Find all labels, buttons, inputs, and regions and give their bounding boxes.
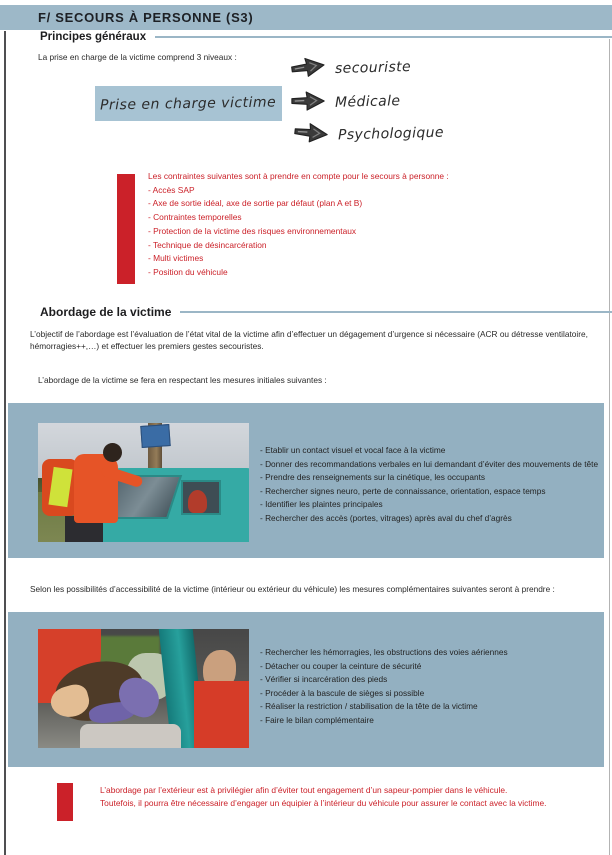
note-line: L’abordage par l’extérieur est à privilégier afin d’éviter tout engagement d’un sapeur-pompier dans le véhicule. <box>100 785 508 795</box>
red-accent-bar <box>57 783 73 821</box>
measure-item: - Rechercher des accès (portes, vitrages) après aval du chef d’agrès <box>260 512 512 523</box>
abordage-mesures-initiales-intro: L’abordage de la victime se fera en respectant les mesures initiales suivantes : <box>38 375 327 385</box>
constraint-item: - Contraintes temporelles <box>148 212 242 223</box>
right-border-line <box>609 39 610 855</box>
principes-intro-text: La prise en charge de la victime comprend 3 niveaux : <box>38 52 237 62</box>
level-secouriste <box>290 55 411 80</box>
constraints-list <box>148 170 449 280</box>
sketch-arrow-icon <box>292 119 332 148</box>
constraint-item: - Protection de la victime des risques environnementaux <box>148 225 357 236</box>
sketch-arrow-icon <box>288 52 329 82</box>
photo-abordage-exterieur <box>38 423 249 542</box>
abordage-objectif-text: L’objectif de l’abordage est l’évaluation de l’état vital de la victime afin d’effectuer un dégagement d’urgence si nécessaire (ACR ou détresse ventilatoire, hémorragies++,…) et effectuer les premiers gestes secouristes. <box>30 329 588 351</box>
measure-item: - Réaliser la restriction / stabilisation de la tête de la victime <box>260 701 478 712</box>
constraint-item: - Multi victimes <box>148 253 204 264</box>
constraints-intro: Les contraintes suivantes sont à prendre en compte pour le secours à personne : <box>148 171 449 181</box>
photo-victim <box>188 490 207 514</box>
complementary-measures-panel <box>8 612 604 767</box>
level-psychologique <box>293 121 444 146</box>
section-rule-line <box>180 311 612 313</box>
note-line: Toutefois, il pourra être nécessaire d’engager un équipier à l’intérieur du véhicule pour assurer le contact avec la victime. <box>100 798 547 809</box>
photo-stabilisation-tete <box>38 629 249 748</box>
red-accent-bar <box>117 174 135 284</box>
measure-item: - Identifier les plaintes principales <box>260 499 383 510</box>
left-border-line <box>4 31 6 855</box>
measure-item: - Vérifier si incarcération des pieds <box>260 674 388 685</box>
initial-measures-list <box>260 444 598 526</box>
photo-rescuer <box>74 454 118 523</box>
initial-measures-panel <box>8 403 604 558</box>
page-title: F/ SECOURS À PERSONNE (S3) <box>38 10 254 25</box>
complementary-measures-list <box>260 646 508 728</box>
measure-item: - Prendre des renseignements sur la cinétique, les occupants <box>260 472 486 483</box>
constraint-item: - Position du véhicule <box>148 266 228 277</box>
constraint-item: - Accès SAP <box>148 184 195 195</box>
level-label: Psychologique <box>337 124 445 143</box>
section-title: Principes généraux <box>40 31 147 43</box>
page-header-bar <box>0 5 612 30</box>
abordage-mesures-complementaires-intro: Selon les possibilités d’accessibilité de la victime (intérieur ou extérieur du véhicule) les mesures complémentaires suivantes seront à prendre : <box>30 584 555 594</box>
constraint-item: - Technique de désincarcération <box>148 239 267 250</box>
level-label: Médicale <box>334 92 401 111</box>
section-rule-line <box>155 36 612 38</box>
measure-item: - Rechercher les hémorragies, les obstructions des voies aériennes <box>260 647 508 657</box>
section-abordage-victime <box>40 305 612 319</box>
measure-item: - Détacher ou couper la ceinture de sécurité <box>260 660 422 671</box>
section-title: Abordage de la victime <box>40 305 172 319</box>
section-principes-generaux <box>40 31 612 43</box>
measure-item: - Etablir un contact visuel et vocal face à la victime <box>260 445 446 455</box>
prise-en-charge-label: Prise en charge victime <box>100 93 277 114</box>
prise-en-charge-box <box>95 86 282 121</box>
exterior-approach-note <box>100 784 546 810</box>
measure-item: - Rechercher signes neuro, perte de connaissance, orientation, espace temps <box>260 485 546 496</box>
level-label: secouriste <box>334 58 412 77</box>
constraint-item: - Axe de sortie idéal, axe de sortie par défaut (plan A et B) <box>148 198 363 209</box>
level-medicale <box>290 89 400 114</box>
measure-item: - Faire le bilan complémentaire <box>260 714 374 725</box>
sketch-arrow-icon <box>290 89 328 114</box>
measure-item: - Procéder à la bascule de sièges si possible <box>260 687 425 698</box>
measure-item: - Donner des recommandations verbales en lui demandant d’éviter des mouvements de tête <box>260 458 599 469</box>
